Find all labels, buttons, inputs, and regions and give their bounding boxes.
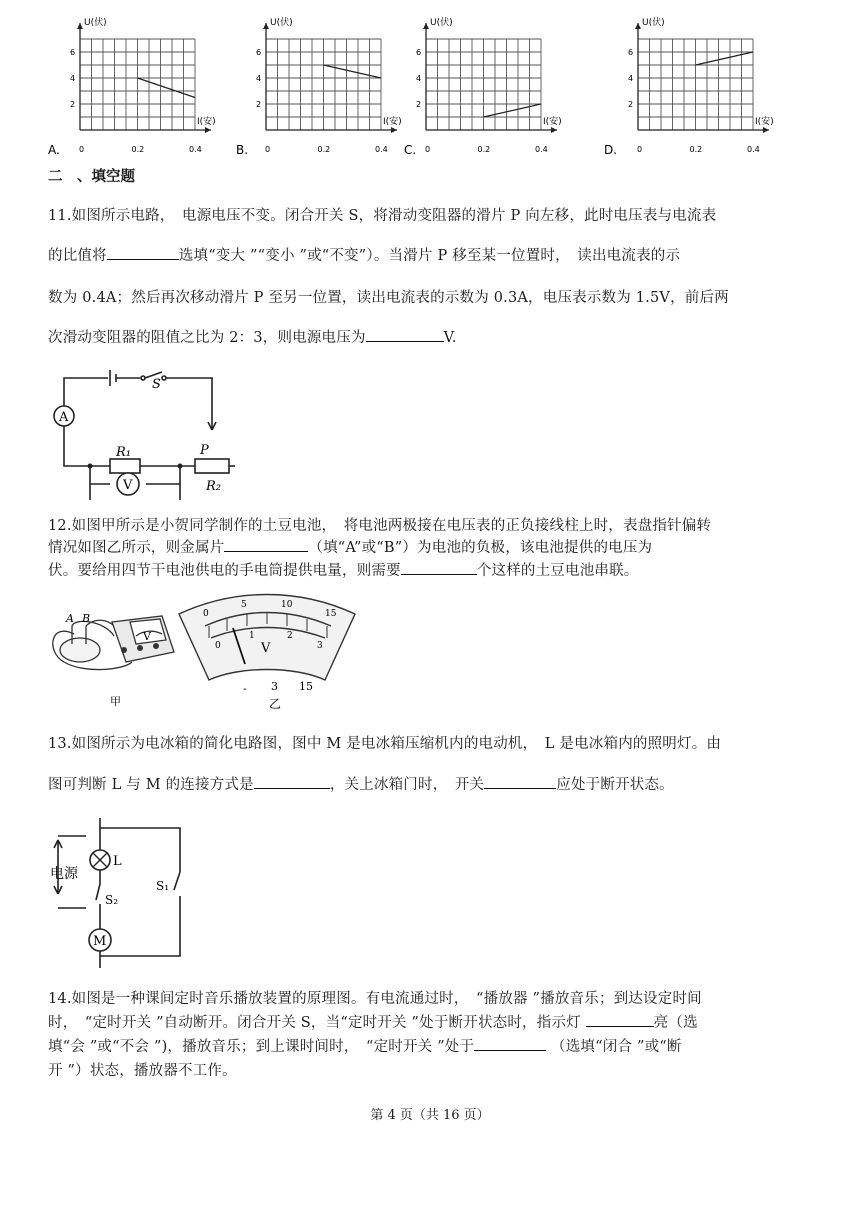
option-letter: D. bbox=[604, 143, 618, 157]
y-tick-label: 6 bbox=[70, 48, 76, 57]
dial-v-label: V bbox=[261, 641, 271, 656]
x-axis-label: I(安) bbox=[383, 117, 402, 127]
r2-label: R₂ bbox=[206, 479, 221, 494]
motor-icon bbox=[89, 929, 111, 951]
graph-line-option-2 bbox=[324, 65, 382, 78]
y-tick-label: 6 bbox=[416, 48, 422, 57]
x-axis-label: I(安) bbox=[755, 117, 774, 127]
x-tick-label: 0.4 bbox=[375, 145, 388, 154]
x-tick-label: 0 bbox=[425, 145, 431, 154]
x-tick-label: 0 bbox=[79, 145, 85, 154]
scale-bot-1: 1 bbox=[249, 631, 255, 641]
q12-text: （填“A”或“B”）为电池的负极，该电池提供的电压为 bbox=[308, 540, 653, 556]
q14-text: 时， “定时开关 ”自动断开。闭合开关 S，当“定时开关 ”处于断开状态时，指示灯 bbox=[48, 1015, 581, 1031]
q11-line1: 11.如图所示电路， 电源电压不变。闭合开关 S，将滑动变阻器的滑片 P 向左移，此时电压表与电流表 bbox=[48, 208, 717, 224]
answer-blank[interactable] bbox=[484, 774, 556, 789]
x-tick-label: 0.4 bbox=[747, 145, 760, 154]
q14-line4: 开 ”）状态，播放器不工作。 bbox=[48, 1063, 237, 1079]
y-axis-arrow bbox=[423, 23, 429, 29]
s2-label: S₂ bbox=[105, 893, 119, 907]
option-letter: B. bbox=[236, 143, 249, 157]
x-axis-label: I(安) bbox=[197, 117, 216, 127]
scale-bot-0: 0 bbox=[215, 641, 221, 651]
x-tick-label: 0.2 bbox=[131, 145, 145, 154]
electrode-b-label: B bbox=[82, 612, 91, 625]
voltmeter-label: V bbox=[123, 478, 133, 493]
x-axis-arrow bbox=[391, 127, 397, 133]
scale-top-5: 5 bbox=[241, 600, 247, 610]
y-axis-arrow bbox=[635, 23, 641, 29]
answer-blank[interactable] bbox=[107, 245, 179, 260]
answer-blank[interactable] bbox=[401, 560, 477, 575]
graph-line-option-3 bbox=[484, 104, 542, 117]
graph-line-option-4 bbox=[696, 52, 754, 65]
answer-blank[interactable] bbox=[224, 537, 308, 552]
q14-line3 bbox=[48, 1036, 682, 1058]
x-axis-arrow bbox=[551, 127, 557, 133]
q13-line2 bbox=[48, 774, 674, 796]
scale-bot-3: 3 bbox=[317, 641, 323, 651]
q11-text: 的比值将 bbox=[48, 248, 107, 264]
page-footer: 第 4 页（共 16 页） bbox=[370, 1108, 490, 1123]
q12-figure-yi bbox=[175, 592, 360, 710]
option-letter: A. bbox=[48, 143, 60, 157]
voltmeter-label: V bbox=[143, 630, 151, 643]
figure-yi-caption: 乙 bbox=[269, 697, 282, 711]
q11-text: 选填“变大 ”“变小 ”或“不变”）。当滑片 P 移至某一位置时， 读出电流表的示 bbox=[178, 248, 681, 264]
ammeter-icon bbox=[54, 406, 74, 426]
q11-text: V. bbox=[443, 330, 457, 346]
motor-label: M bbox=[93, 934, 107, 949]
q14-text: （选填“闭合 ”或“断 bbox=[551, 1039, 682, 1055]
scale-bot-2: 2 bbox=[287, 631, 293, 641]
q12-figure-jia bbox=[44, 592, 179, 710]
q11-line4 bbox=[48, 327, 457, 349]
lamp-label: L bbox=[113, 854, 122, 869]
y-tick-label: 2 bbox=[256, 100, 262, 109]
lamp-icon bbox=[90, 850, 110, 870]
power-label: 电源 bbox=[50, 866, 78, 882]
option-graphs-row bbox=[0, 18, 860, 165]
x-tick-label: 0.2 bbox=[689, 145, 703, 154]
scale-top-10: 10 bbox=[281, 600, 293, 610]
q14-text: 填“会 ”或“不会 ”)，播放音乐；到上课时间时， “定时开关 ”处于 bbox=[48, 1039, 475, 1055]
y-tick-label: 4 bbox=[256, 74, 262, 83]
terminal-3: 3 bbox=[271, 680, 278, 693]
x-tick-label: 0.4 bbox=[189, 145, 202, 154]
x-tick-label: 0.4 bbox=[535, 145, 548, 154]
x-tick-label: 0.2 bbox=[477, 145, 491, 154]
x-tick-label: 0 bbox=[637, 145, 643, 154]
s1-label: S₁ bbox=[156, 879, 170, 893]
voltmeter-icon bbox=[90, 473, 180, 495]
y-tick-label: 4 bbox=[70, 74, 76, 83]
q12-text: 情况如图乙所示，则金属片 bbox=[48, 540, 225, 556]
r1-label: R₁ bbox=[116, 445, 131, 460]
q12-line1: 12.如图甲所示是小贺同学制作的土豆电池， 将电池两极接在电压表的正负接线柱上时，表盘指针偏转 bbox=[48, 518, 712, 534]
q13-text: 图可判断 L 与 M 的连接方式是 bbox=[48, 777, 254, 793]
switch-label: S bbox=[152, 377, 161, 392]
x-axis-arrow bbox=[205, 127, 211, 133]
x-tick-label: 0 bbox=[265, 145, 271, 154]
y-tick-label: 6 bbox=[628, 48, 634, 57]
y-axis-arrow bbox=[263, 23, 269, 29]
terminal-15: 15 bbox=[299, 680, 313, 693]
y-tick-label: 2 bbox=[416, 100, 422, 109]
q11-line2 bbox=[48, 245, 680, 267]
q14-text: 亮（选 bbox=[653, 1015, 698, 1031]
y-tick-label: 2 bbox=[70, 100, 76, 109]
section-title: 二 、填空题 bbox=[48, 168, 135, 185]
terminal-minus: - bbox=[243, 682, 247, 695]
y-axis-label: U(伏) bbox=[270, 18, 293, 28]
y-axis-arrow bbox=[77, 23, 83, 29]
q11-text: 次滑动变阻器的阻值之比为 2：3，则电源电压为 bbox=[48, 330, 366, 346]
q12-text: 伏。要给用四节干电池供电的手电筒提供电量，则需要 bbox=[48, 563, 401, 579]
slider-p-label: P bbox=[200, 443, 209, 458]
x-tick-label: 0.2 bbox=[317, 145, 331, 154]
ammeter-label: A bbox=[59, 410, 69, 425]
q14-line2 bbox=[48, 1012, 698, 1034]
q13-line1: 13.如图所示为电冰箱的简化电路图，图中 M 是电冰箱压缩机内的电动机， L 是电冰箱内的照明灯。由 bbox=[48, 736, 722, 752]
y-tick-label: 4 bbox=[628, 74, 634, 83]
scale-top-0: 0 bbox=[203, 609, 209, 619]
q12-line2 bbox=[48, 537, 652, 559]
y-tick-label: 4 bbox=[416, 74, 422, 83]
y-axis-label: U(伏) bbox=[84, 18, 107, 28]
y-axis-label: U(伏) bbox=[642, 18, 665, 28]
q11-circuit-figure bbox=[40, 360, 240, 500]
answer-blank[interactable] bbox=[366, 327, 444, 342]
answer-blank[interactable] bbox=[254, 774, 330, 789]
q13-circuit-figure bbox=[46, 818, 196, 968]
graph-line-option-1 bbox=[138, 78, 196, 98]
x-axis-label: I(安) bbox=[543, 117, 562, 127]
figure-jia-caption: 甲 bbox=[110, 695, 121, 708]
y-tick-label: 6 bbox=[256, 48, 262, 57]
q13-text: ，关上冰箱门时， 开关 bbox=[329, 777, 485, 793]
q14-line1: 14.如图是一种课间定时音乐播放装置的原理图。有电流通过时， “播放器 ”播放音乐；到达设定时间 bbox=[48, 991, 702, 1007]
q13-text: 应处于断开状态。 bbox=[556, 777, 674, 793]
q11-line3: 数为 0.4A；然后再次移动滑片 P 至另一位置，读出电流表的示数为 0.3A，电压表示数为 1.5V，前后两 bbox=[48, 290, 729, 306]
y-axis-label: U(伏) bbox=[430, 18, 453, 28]
option-letter: C. bbox=[404, 143, 417, 157]
answer-blank[interactable] bbox=[474, 1036, 546, 1051]
answer-blank[interactable] bbox=[586, 1012, 654, 1027]
q12-text: 个这样的土豆电池串联。 bbox=[476, 563, 639, 579]
q12-line3 bbox=[48, 560, 639, 582]
x-axis-arrow bbox=[763, 127, 769, 133]
electrode-a-label: A bbox=[66, 612, 74, 625]
y-tick-label: 2 bbox=[628, 100, 634, 109]
scale-top-15: 15 bbox=[325, 609, 337, 619]
option-graphs-svg bbox=[0, 18, 860, 165]
